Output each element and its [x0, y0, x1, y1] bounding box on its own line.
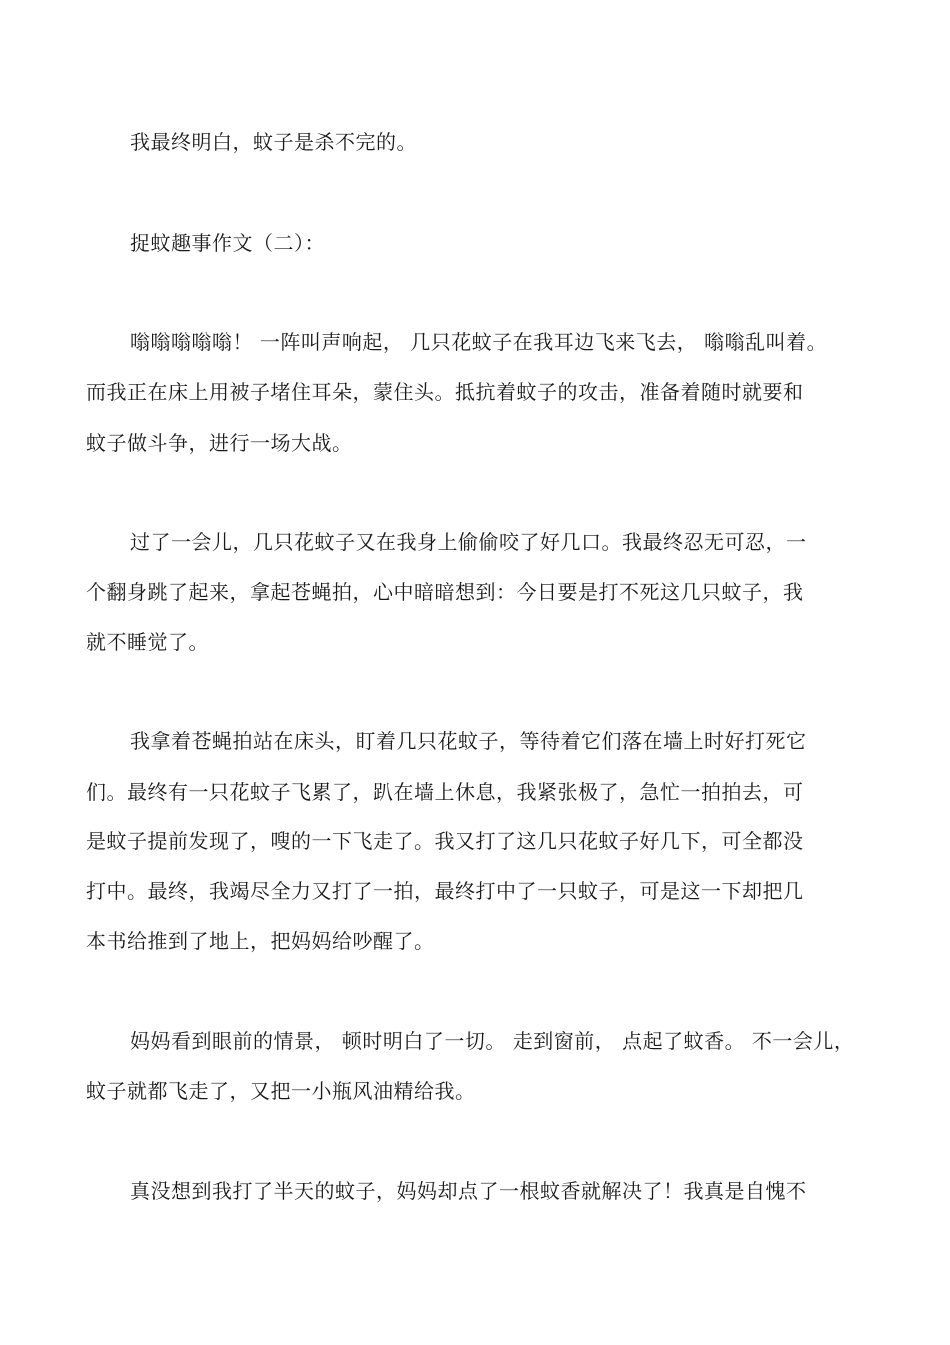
paragraph-line: 们。最终有一只花蚊子飞累了，趴在墙上休息，我紧张极了，急忙一拍拍去，可 [86, 780, 804, 804]
paragraph-line: 真没想到我打了半天的蚊子，妈妈却点了一根蚊香就解决了！我真是自愧不 [130, 1179, 807, 1203]
paragraph-line: 是蚊子提前发现了，嗖的一下飞走了。我又打了这几只花蚊子好几下，可全都没 [86, 829, 804, 853]
paragraph-line: 本书给推到了地上，把妈妈给吵醒了。 [86, 929, 435, 953]
paragraph-line: 嗡嗡嗡嗡嗡！ 一阵叫声响起， 几只花蚊子在我耳边飞来飞去， 嗡嗡乱叫着。 [130, 330, 828, 354]
paragraph-line: 蚊子做斗争，进行一场大战。 [86, 431, 353, 455]
paragraph-line: 我拿着苍蝇拍站在床头，盯着几只花蚊子，等待着它们落在墙上时好打死它 [130, 729, 807, 753]
paragraph-line: 蚊子就都飞走了，又把一小瓶风油精给我。 [86, 1079, 476, 1103]
paragraph-line: 过了一会儿，几只花蚊子又在我身上偷偷咬了好几口。我最终忍无可忍，一 [130, 530, 807, 554]
paragraph-line: 就不睡觉了。 [86, 630, 209, 654]
paragraph-line: 妈妈看到眼前的情景， 顿时明白了一切。 走到窗前， 点起了蚊香。 不一会儿， [130, 1029, 855, 1053]
paragraph-line: 打中。最终，我竭尽全力又打了一拍，最终打中了一只蚊子，可是这一下却把几 [86, 879, 804, 903]
paragraph-line: 个翻身跳了起来，拿起苍蝇拍，心中暗暗想到：今日要是打不死这几只蚊子，我 [86, 580, 804, 604]
paragraph-line: 我最终明白，蚊子是杀不完的。 [130, 130, 417, 154]
paragraph-line: 而我正在床上用被子堵住耳朵，蒙住头。抵抗着蚊子的攻击，准备着随时就要和 [86, 380, 804, 404]
section-heading: 捉蚊趣事作文（二）： [130, 231, 325, 255]
